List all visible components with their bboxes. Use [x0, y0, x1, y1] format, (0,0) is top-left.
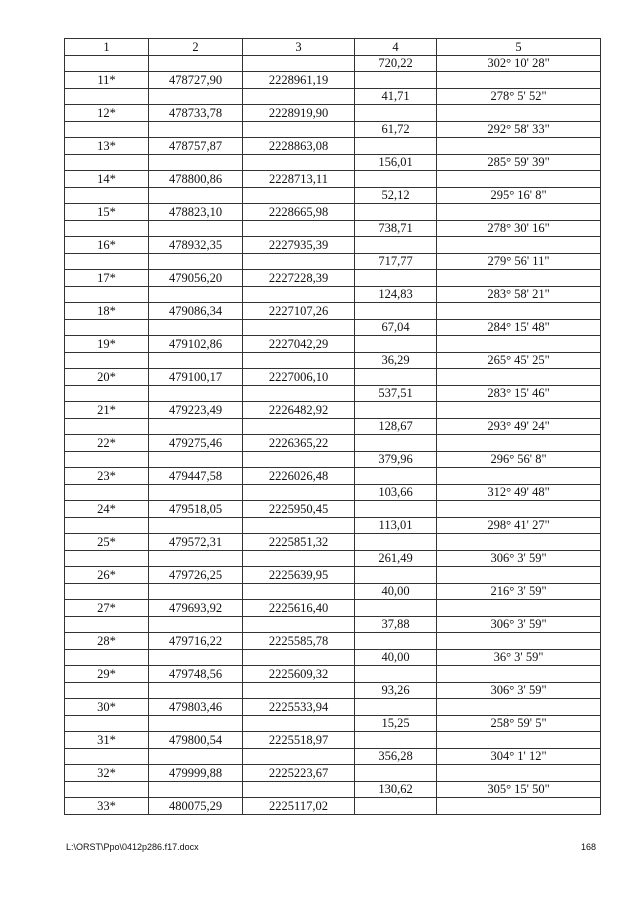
distance-cell: [355, 567, 437, 584]
point-number-cell: [65, 583, 149, 600]
distance-cell: [355, 666, 437, 683]
y-coordinate-cell: 2228665,98: [243, 204, 355, 221]
point-number-cell: 25*: [65, 534, 149, 551]
point-number-cell: [65, 187, 149, 204]
distance-cell: [355, 138, 437, 155]
x-coordinate-cell: 479056,20: [149, 270, 243, 287]
y-coordinate-cell: 2227006,10: [243, 369, 355, 386]
point-number-cell: 12*: [65, 105, 149, 122]
table-row: [65, 237, 601, 254]
y-coordinate-cell: 2225609,32: [243, 666, 355, 683]
segment-row: [65, 352, 601, 369]
x-coordinate-cell: [149, 451, 243, 468]
bearing-cell: [437, 336, 601, 353]
y-coordinate-cell: [243, 484, 355, 501]
segment-row: [65, 451, 601, 468]
y-coordinate-cell: 2228863,08: [243, 138, 355, 155]
segment-row: [65, 715, 601, 732]
bearing-cell: [437, 435, 601, 452]
x-coordinate-cell: 478757,87: [149, 138, 243, 155]
header-col-4: 4: [355, 39, 437, 56]
segment-row: [65, 748, 601, 765]
y-coordinate-cell: 2225639,95: [243, 567, 355, 584]
bearing-cell: 216° 3' 59": [437, 583, 601, 600]
distance-cell: 261,49: [355, 550, 437, 567]
table-row: [65, 138, 601, 155]
segment-row: [65, 583, 601, 600]
table-row: [65, 699, 601, 716]
page-footer: [66, 842, 596, 852]
distance-cell: [355, 336, 437, 353]
bearing-cell: 305° 15' 50": [437, 781, 601, 798]
x-coordinate-cell: 479999,88: [149, 765, 243, 782]
bearing-cell: 283° 58' 21": [437, 286, 601, 303]
y-coordinate-cell: 2226026,48: [243, 468, 355, 485]
distance-cell: [355, 468, 437, 485]
bearing-cell: 306° 3' 59": [437, 682, 601, 699]
distance-cell: 93,26: [355, 682, 437, 699]
table-row: [65, 303, 601, 320]
x-coordinate-cell: [149, 187, 243, 204]
header-col-3: 3: [243, 39, 355, 56]
segment-row: [65, 517, 601, 534]
table-body: [65, 55, 601, 814]
y-coordinate-cell: [243, 220, 355, 237]
segment-row: [65, 484, 601, 501]
point-number-cell: 24*: [65, 501, 149, 518]
point-number-cell: 26*: [65, 567, 149, 584]
x-coordinate-cell: [149, 352, 243, 369]
segment-row: [65, 220, 601, 237]
x-coordinate-cell: 479803,46: [149, 699, 243, 716]
distance-cell: [355, 303, 437, 320]
segment-row: [65, 286, 601, 303]
y-coordinate-cell: [243, 418, 355, 435]
distance-cell: 124,83: [355, 286, 437, 303]
distance-cell: 103,66: [355, 484, 437, 501]
distance-cell: 130,62: [355, 781, 437, 798]
segment-row: [65, 616, 601, 633]
x-coordinate-cell: 479275,46: [149, 435, 243, 452]
segment-row: [65, 187, 601, 204]
y-coordinate-cell: [243, 385, 355, 402]
segment-row: [65, 550, 601, 567]
point-number-cell: 27*: [65, 600, 149, 617]
point-number-cell: 16*: [65, 237, 149, 254]
bearing-cell: 302° 10' 28": [437, 55, 601, 72]
y-coordinate-cell: [243, 286, 355, 303]
x-coordinate-cell: [149, 583, 243, 600]
point-number-cell: [65, 121, 149, 138]
table-row: [65, 204, 601, 221]
y-coordinate-cell: 2225851,32: [243, 534, 355, 551]
point-number-cell: [65, 220, 149, 237]
point-number-cell: [65, 715, 149, 732]
segment-row: [65, 781, 601, 798]
point-number-cell: [65, 550, 149, 567]
x-coordinate-cell: 479572,31: [149, 534, 243, 551]
header-col-2: 2: [149, 39, 243, 56]
distance-cell: 113,01: [355, 517, 437, 534]
segment-row: [65, 385, 601, 402]
distance-cell: 379,96: [355, 451, 437, 468]
bearing-cell: [437, 402, 601, 419]
bearing-cell: 295° 16' 8": [437, 187, 601, 204]
x-coordinate-cell: 478932,35: [149, 237, 243, 254]
point-number-cell: [65, 616, 149, 633]
distance-cell: [355, 369, 437, 386]
bearing-cell: [437, 765, 601, 782]
x-coordinate-cell: [149, 88, 243, 105]
y-coordinate-cell: [243, 748, 355, 765]
y-coordinate-cell: 2228919,90: [243, 105, 355, 122]
x-coordinate-cell: [149, 616, 243, 633]
x-coordinate-cell: 479447,58: [149, 468, 243, 485]
x-coordinate-cell: [149, 550, 243, 567]
bearing-cell: [437, 270, 601, 287]
bearing-cell: 284° 15' 48": [437, 319, 601, 336]
y-coordinate-cell: [243, 649, 355, 666]
bearing-cell: [437, 633, 601, 650]
point-number-cell: 14*: [65, 171, 149, 188]
y-coordinate-cell: [243, 55, 355, 72]
x-coordinate-cell: [149, 385, 243, 402]
distance-cell: 156,01: [355, 154, 437, 171]
point-number-cell: [65, 88, 149, 105]
x-coordinate-cell: [149, 682, 243, 699]
x-coordinate-cell: 479716,22: [149, 633, 243, 650]
distance-cell: [355, 402, 437, 419]
distance-cell: 36,29: [355, 352, 437, 369]
distance-cell: [355, 204, 437, 221]
distance-cell: [355, 732, 437, 749]
point-number-cell: 11*: [65, 72, 149, 89]
distance-cell: 41,71: [355, 88, 437, 105]
distance-cell: [355, 72, 437, 89]
table-row: [65, 402, 601, 419]
page-number: 168: [580, 842, 596, 852]
segment-row: [65, 253, 601, 270]
x-coordinate-cell: [149, 748, 243, 765]
point-number-cell: [65, 649, 149, 666]
point-number-cell: 32*: [65, 765, 149, 782]
x-coordinate-cell: [149, 715, 243, 732]
segment-row: [65, 682, 601, 699]
y-coordinate-cell: [243, 88, 355, 105]
header-col-1: 1: [65, 39, 149, 56]
y-coordinate-cell: 2226482,92: [243, 402, 355, 419]
distance-cell: [355, 501, 437, 518]
y-coordinate-cell: 2225518,97: [243, 732, 355, 749]
bearing-cell: [437, 600, 601, 617]
point-number-cell: [65, 517, 149, 534]
point-number-cell: [65, 451, 149, 468]
distance-cell: 15,25: [355, 715, 437, 732]
point-number-cell: [65, 418, 149, 435]
table-row: [65, 369, 601, 386]
y-coordinate-cell: 2225533,94: [243, 699, 355, 716]
bearing-cell: [437, 303, 601, 320]
y-coordinate-cell: [243, 121, 355, 138]
distance-cell: [355, 699, 437, 716]
point-number-cell: [65, 319, 149, 336]
bearing-cell: 298° 41' 27": [437, 517, 601, 534]
x-coordinate-cell: [149, 220, 243, 237]
bearing-cell: [437, 534, 601, 551]
distance-cell: [355, 105, 437, 122]
bearing-cell: 293° 49' 24": [437, 418, 601, 435]
table-row: [65, 765, 601, 782]
point-number-cell: 13*: [65, 138, 149, 155]
y-coordinate-cell: [243, 715, 355, 732]
bearing-cell: [437, 72, 601, 89]
bearing-cell: 312° 49' 48": [437, 484, 601, 501]
y-coordinate-cell: 2227228,39: [243, 270, 355, 287]
table-row: [65, 666, 601, 683]
x-coordinate-cell: 479223,49: [149, 402, 243, 419]
bearing-cell: 285° 59' 39": [437, 154, 601, 171]
distance-cell: 537,51: [355, 385, 437, 402]
bearing-cell: [437, 567, 601, 584]
point-number-cell: 29*: [65, 666, 149, 683]
x-coordinate-cell: [149, 319, 243, 336]
bearing-cell: 278° 30' 16": [437, 220, 601, 237]
y-coordinate-cell: [243, 616, 355, 633]
point-number-cell: [65, 253, 149, 270]
segment-row: [65, 418, 601, 435]
distance-cell: 61,72: [355, 121, 437, 138]
distance-cell: [355, 435, 437, 452]
y-coordinate-cell: 2225950,45: [243, 501, 355, 518]
x-coordinate-cell: [149, 154, 243, 171]
x-coordinate-cell: 478823,10: [149, 204, 243, 221]
distance-cell: 738,71: [355, 220, 437, 237]
y-coordinate-cell: [243, 682, 355, 699]
point-number-cell: 33*: [65, 798, 149, 815]
table-row: [65, 435, 601, 452]
bearing-cell: 36° 3' 59": [437, 649, 601, 666]
bearing-cell: 306° 3' 59": [437, 616, 601, 633]
distance-cell: 37,88: [355, 616, 437, 633]
distance-cell: [355, 171, 437, 188]
x-coordinate-cell: [149, 286, 243, 303]
bearing-cell: [437, 237, 601, 254]
x-coordinate-cell: [149, 517, 243, 534]
y-coordinate-cell: [243, 781, 355, 798]
segment-row: [65, 88, 601, 105]
distance-cell: [355, 534, 437, 551]
bearing-cell: 279° 56' 11": [437, 253, 601, 270]
distance-cell: 717,77: [355, 253, 437, 270]
point-number-cell: 20*: [65, 369, 149, 386]
bearing-cell: 306° 3' 59": [437, 550, 601, 567]
y-coordinate-cell: 2225616,40: [243, 600, 355, 617]
bearing-cell: [437, 699, 601, 716]
point-number-cell: [65, 286, 149, 303]
coordinates-table: [64, 38, 601, 815]
distance-cell: [355, 798, 437, 815]
table-row: [65, 171, 601, 188]
point-number-cell: 15*: [65, 204, 149, 221]
y-coordinate-cell: 2227107,26: [243, 303, 355, 320]
point-number-cell: 22*: [65, 435, 149, 452]
distance-cell: [355, 765, 437, 782]
bearing-cell: [437, 666, 601, 683]
y-coordinate-cell: 2225223,67: [243, 765, 355, 782]
y-coordinate-cell: [243, 451, 355, 468]
y-coordinate-cell: 2228961,19: [243, 72, 355, 89]
point-number-cell: [65, 154, 149, 171]
bearing-cell: [437, 468, 601, 485]
x-coordinate-cell: 479748,56: [149, 666, 243, 683]
table-row: [65, 732, 601, 749]
x-coordinate-cell: [149, 781, 243, 798]
table-row: [65, 72, 601, 89]
point-number-cell: 31*: [65, 732, 149, 749]
table-row: [65, 105, 601, 122]
x-coordinate-cell: 478800,86: [149, 171, 243, 188]
header-col-5: 5: [437, 39, 601, 56]
segment-row: [65, 154, 601, 171]
distance-cell: [355, 237, 437, 254]
x-coordinate-cell: [149, 484, 243, 501]
distance-cell: [355, 270, 437, 287]
y-coordinate-cell: 2225117,02: [243, 798, 355, 815]
point-number-cell: [65, 748, 149, 765]
x-coordinate-cell: 479102,86: [149, 336, 243, 353]
point-number-cell: [65, 484, 149, 501]
y-coordinate-cell: [243, 187, 355, 204]
distance-cell: 67,04: [355, 319, 437, 336]
point-number-cell: 23*: [65, 468, 149, 485]
distance-cell: [355, 633, 437, 650]
y-coordinate-cell: 2225585,78: [243, 633, 355, 650]
segment-row: [65, 649, 601, 666]
x-coordinate-cell: 480075,29: [149, 798, 243, 815]
segment-row: [65, 319, 601, 336]
table-row: [65, 534, 601, 551]
distance-cell: 40,00: [355, 649, 437, 666]
segment-row: [65, 55, 601, 72]
x-coordinate-cell: [149, 55, 243, 72]
point-number-cell: [65, 682, 149, 699]
point-number-cell: 18*: [65, 303, 149, 320]
table-row: [65, 270, 601, 287]
x-coordinate-cell: 479100,17: [149, 369, 243, 386]
y-coordinate-cell: [243, 517, 355, 534]
y-coordinate-cell: [243, 352, 355, 369]
distance-cell: 128,67: [355, 418, 437, 435]
distance-cell: 52,12: [355, 187, 437, 204]
y-coordinate-cell: [243, 583, 355, 600]
bearing-cell: 265° 45' 25": [437, 352, 601, 369]
header-row: [65, 39, 601, 56]
point-number-cell: 28*: [65, 633, 149, 650]
table-row: [65, 633, 601, 650]
y-coordinate-cell: 2227042,29: [243, 336, 355, 353]
bearing-cell: [437, 798, 601, 815]
x-coordinate-cell: 478733,78: [149, 105, 243, 122]
y-coordinate-cell: [243, 154, 355, 171]
distance-cell: 720,22: [355, 55, 437, 72]
y-coordinate-cell: [243, 319, 355, 336]
bearing-cell: [437, 501, 601, 518]
table-row: [65, 468, 601, 485]
table-row: [65, 501, 601, 518]
bearing-cell: 304° 1' 12": [437, 748, 601, 765]
table-row: [65, 336, 601, 353]
point-number-cell: 17*: [65, 270, 149, 287]
point-number-cell: 21*: [65, 402, 149, 419]
bearing-cell: [437, 732, 601, 749]
y-coordinate-cell: [243, 550, 355, 567]
bearing-cell: 258° 59' 5": [437, 715, 601, 732]
distance-cell: 356,28: [355, 748, 437, 765]
x-coordinate-cell: 479518,05: [149, 501, 243, 518]
point-number-cell: [65, 385, 149, 402]
table-row: [65, 567, 601, 584]
point-number-cell: [65, 352, 149, 369]
y-coordinate-cell: 2227935,39: [243, 237, 355, 254]
bearing-cell: 278° 5' 52": [437, 88, 601, 105]
bearing-cell: 283° 15' 46": [437, 385, 601, 402]
x-coordinate-cell: [149, 649, 243, 666]
x-coordinate-cell: [149, 121, 243, 138]
x-coordinate-cell: 478727,90: [149, 72, 243, 89]
bearing-cell: [437, 105, 601, 122]
x-coordinate-cell: 479726,25: [149, 567, 243, 584]
file-path: L:\ORST\Ppo\0412p286.f17.docx: [66, 842, 199, 852]
table-row: [65, 798, 601, 815]
bearing-cell: [437, 138, 601, 155]
point-number-cell: 19*: [65, 336, 149, 353]
segment-row: [65, 121, 601, 138]
point-number-cell: [65, 781, 149, 798]
distance-cell: [355, 600, 437, 617]
y-coordinate-cell: [243, 253, 355, 270]
x-coordinate-cell: 479693,92: [149, 600, 243, 617]
point-number-cell: [65, 55, 149, 72]
y-coordinate-cell: 2228713,11: [243, 171, 355, 188]
bearing-cell: 296° 56' 8": [437, 451, 601, 468]
x-coordinate-cell: 479800,54: [149, 732, 243, 749]
table-row: [65, 600, 601, 617]
bearing-cell: [437, 204, 601, 221]
bearing-cell: [437, 171, 601, 188]
distance-cell: 40,00: [355, 583, 437, 600]
y-coordinate-cell: 2226365,22: [243, 435, 355, 452]
bearing-cell: 292° 58' 33": [437, 121, 601, 138]
x-coordinate-cell: [149, 418, 243, 435]
bearing-cell: [437, 369, 601, 386]
x-coordinate-cell: [149, 253, 243, 270]
x-coordinate-cell: 479086,34: [149, 303, 243, 320]
point-number-cell: 30*: [65, 699, 149, 716]
